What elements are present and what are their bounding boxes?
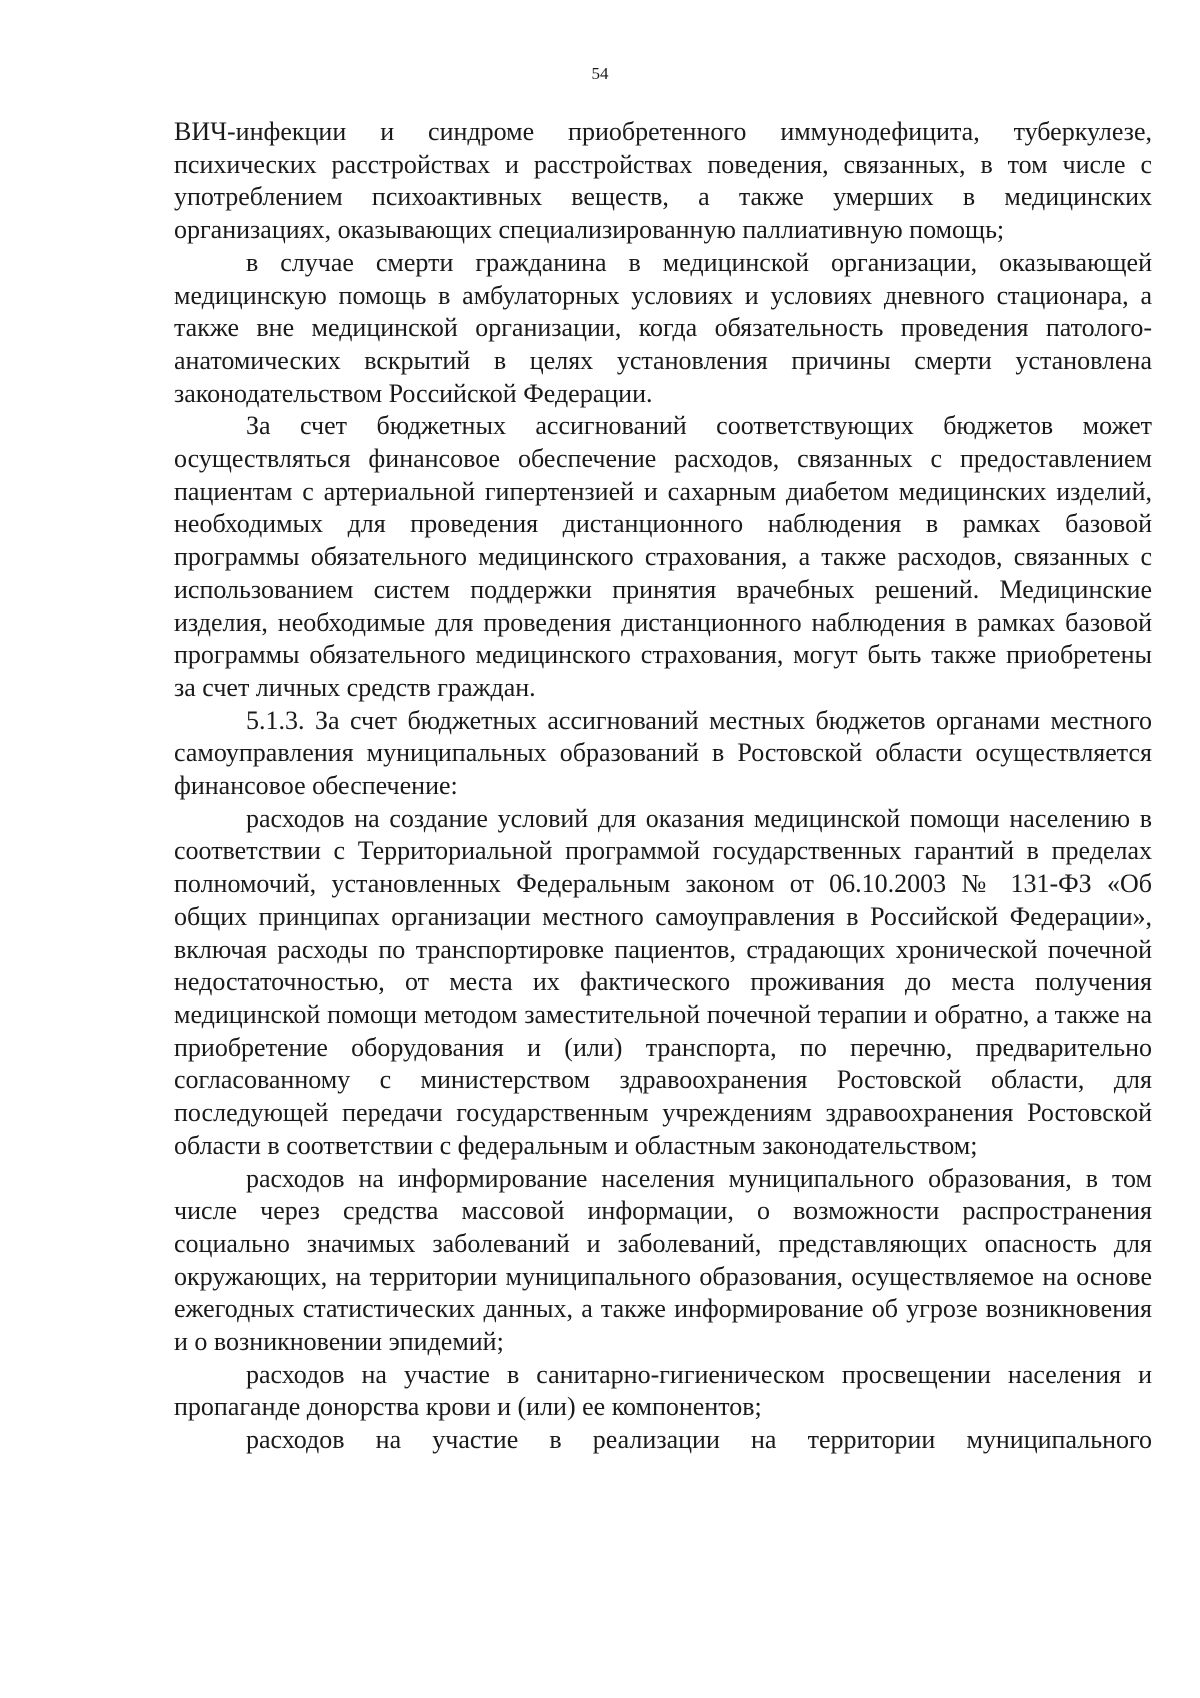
paragraph-1: ВИЧ-инфекции и синдроме приобретенного иммунодефицита, туберкулезе, психических расстройствах и расстройствах поведения, связанных, в том числе с употреблением психоактивных веществ, а также умерших в медицинских организациях, оказывающих специализированную паллиативную помощь; (174, 117, 1152, 245)
paragraph-5: расходов на создание условий для оказания медицинской помощи населению в соответствии с Территориальной программой государственных гарантий в пределах полномочий, установленных Федеральным законом от 06.10.2003 № 131-ФЗ «Об общих принципах организации местного самоуправления в Российской Федерации», включая расходы по транспортировке пациентов, страдающих хронической почечной недостаточностью, от места их фактического проживания до места получения медицинской помощи методом заместительной почечной терапии и обратно, а также на приобретение оборудования и (или) транспорта, по перечню, предварительно согласованному с министерством здравоохранения Ростовской области, для последующей передачи государственным учреждениям здравоохранения Ростовской области в соответствии с федеральным и областным законодательством; (174, 803, 1152, 1160)
document-body (174, 116, 1152, 1457)
paragraph-2: в случае смерти гражданина в медицинской организации, оказывающей медицинскую помощь в амбулаторных условиях и условиях дневного стационара, а также вне медицинской организации, когда обязательность проведения патолого-анатомических вскрытий в целях установления причины смерти установлена законодательством Российской Федерации. (174, 247, 1152, 408)
paragraph-6: расходов на информирование населения муниципального образования, в том числе через средства массовой информации, о возможности распространения социально значимых заболеваний и заболеваний, представляющих опасность для окружающих, на территории муниципального образования, осуществляемое на основе ежегодных статистических данных, а также информирование об угрозе возникновения и о возникновении эпидемий; (174, 1163, 1152, 1357)
paragraph-7: расходов на участие в санитарно-гигиеническом просвещении населения и пропаганде донорства крови и (или) ее компонентов; (174, 1359, 1152, 1422)
paragraph-3: За счет бюджетных ассигнований соответствующих бюджетов может осуществляться финансовое обеспечение расходов, связанных с предоставлением пациентам с артериальной гипертензией и сахарным диабетом медицинских изделий, необходимых для проведения дистанционного наблюдения в рамках базовой программы обязательного медицинского страхования, а также расходов, связанных с использованием систем поддержки принятия врачебных решений. Медицинские изделия, необходимые для проведения дистанционного наблюдения в рамках базовой программы обязательного медицинского страхования, могут быть также приобретены за счет личных средств граждан. (174, 411, 1152, 702)
paragraph-4: 5.1.3. За счет бюджетных ассигнований местных бюджетов органами местного самоуправления муниципальных образований в Ростовской области осуществляется финансовое обеспечение: (174, 705, 1152, 801)
page-number: 54 (591, 64, 609, 83)
paragraph-8: расходов на участие в реализации на территории муниципального (246, 1425, 1152, 1455)
